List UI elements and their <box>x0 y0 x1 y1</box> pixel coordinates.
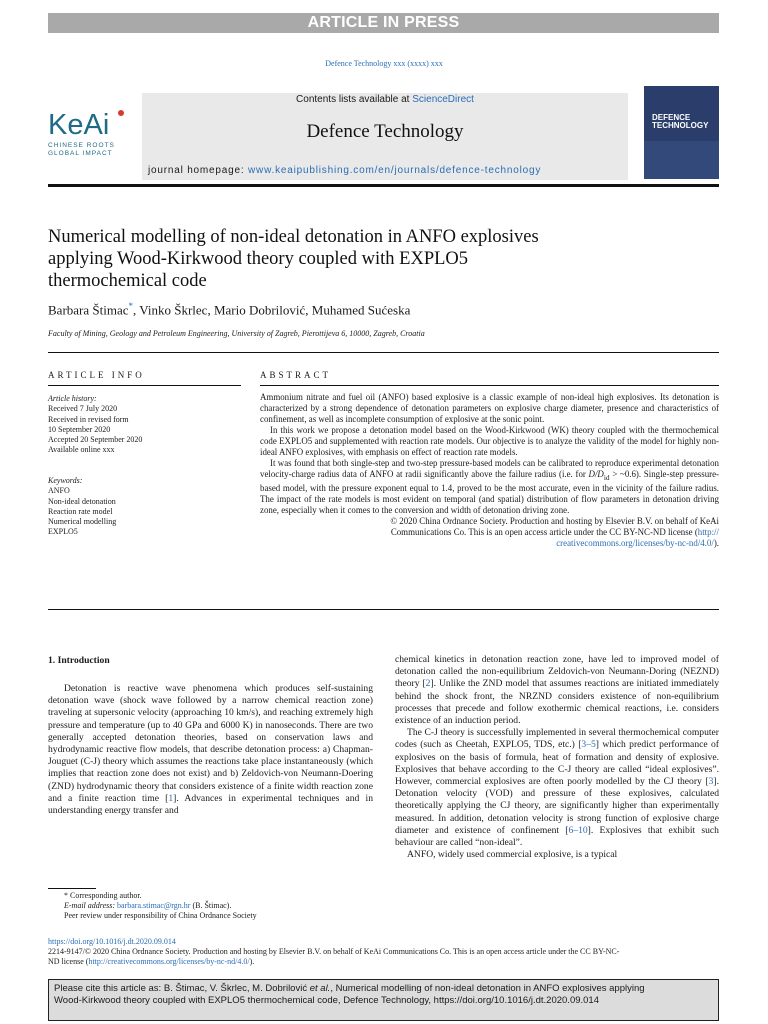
footnote-rule <box>48 888 96 889</box>
email-link[interactable]: barbara.stimac@rgn.hr <box>117 901 191 911</box>
body-paragraph: The C-J theory is successfully implemented in several thermochemical computer codes (such as Cheetah, EXPLO5, TDS, etc.) [3–5] which predict performance of explosives on the basis of formula, heat of formation and density of explosive. Explosives that behave according to the C-J theory are called “ideal explosives”. However, commercial explosives are often poorly modelled by the CJ theory [3]. Detonation velocity (VOD) and pressure of these explosives, calculated theoretically applying the CJ theory, are significantly higher than experimentally measured. In addition, detonation velocity is strong function of explosive charge diameter and existence of confinement [6–10]. Explosives that exhibit such behaviour are called “non-ideal”. <box>395 727 719 849</box>
keyword: EXPLO5 <box>48 527 78 537</box>
author-list <box>48 301 719 318</box>
peer-review-note: Peer review under responsibility of China Ordnance Society <box>64 911 257 921</box>
abstract-paragraph: In this work we propose a detonation model based on the Wood-Kirkwood (WK) theory coupled with the thermochemical code EXPLO5 and supplemented with reaction rate models. Our objective is to analyze the validity of the model for highly non-ideal ANFO explosives, with emphasis on effect of reaction rate models. <box>260 424 719 457</box>
keyword: Reaction rate model <box>48 506 113 516</box>
contents-lists-line: Contents lists available at ScienceDirect <box>296 94 474 105</box>
license-link[interactable]: http://creativecommons.org/licenses/by-nc-nd/4.0/ <box>88 957 250 967</box>
abstract-rule <box>260 385 719 386</box>
keywords-label: Keywords: <box>48 476 83 485</box>
reference-link[interactable]: 1 <box>168 792 174 804</box>
logo-accent-dot <box>118 110 124 116</box>
article-history <box>48 394 241 456</box>
history-item: Available online xxx <box>48 445 115 455</box>
journal-homepage-link[interactable]: www.keaipublishing.com/en/journals/defence-technology <box>248 165 542 176</box>
abstract-heading: ABSTRACT <box>260 370 332 380</box>
section-rule <box>48 352 719 353</box>
abstract-copyright: © 2020 China Ordnance Society. Production and hosting by Elsevier B.V. on behalf of KeAi Communications Co. This is an open access article under the CC BY-NC-ND license (http:// creativecommons.org/licenses/by-nc-nd/4.0/). <box>390 516 719 549</box>
citation-box <box>48 979 719 1021</box>
sciencedirect-link[interactable]: ScienceDirect <box>412 94 474 105</box>
keai-tagline: CHINESE ROOTS GLOBAL IMPACT <box>48 142 115 157</box>
article-info-heading: ARTICLE INFO <box>48 370 145 380</box>
keyword: Numerical modelling <box>48 517 117 527</box>
header-rule <box>48 184 719 187</box>
abstract-paragraph: Ammonium nitrate and fuel oil (ANFO) based explosive is a classic example of non-ideal high explosives. Its detonation is characterized by a strong dependence of detonation parameters on explosive charge diameter, presence and characteristics of confinement, as well as incomplete consumption of explosive at the sonic point. <box>260 392 719 424</box>
abstract-bottom-rule <box>48 609 719 610</box>
corresponding-author-note: * Corresponding author. <box>64 891 142 900</box>
journal-title: Defence Technology <box>306 121 464 142</box>
doi-link[interactable]: https://doi.org/10.1016/j.dt.2020.09.014 <box>48 937 176 946</box>
article-title: Numerical modelling of non-ideal detonation in ANFO explosives applying Wood-Kirkwood theory coupled with EXPLO5 thermochemical code <box>48 227 539 291</box>
affiliation: Faculty of Mining, Geology and Petroleum Engineering, University of Zagreb, Pierottijeva 6, 10000, Zagreb, Croatia <box>48 329 425 338</box>
keyword: ANFO <box>48 486 70 496</box>
author-name: Barbara Štimac <box>48 302 129 318</box>
keai-wordmark: KeAi <box>48 110 130 140</box>
body-paragraph: ANFO, widely used commercial explosive, is a typical <box>407 849 618 861</box>
history-item: Received in revised form <box>48 414 129 424</box>
history-item: Accepted 20 September 2020 <box>48 435 143 445</box>
reference-link[interactable]: 2 <box>425 678 431 690</box>
article-info-rule <box>48 385 241 386</box>
history-item: 10 September 2020 <box>48 424 111 434</box>
cover-decoration <box>644 141 719 179</box>
issn-license-note: 2214-9147/© 2020 China Ordnance Society. Production and hosting by Elsevier B.V. on behalf of KeAi Communications Co. This is an open access article under the CC BY-NC- ND license (http://creativecommons.org/licenses/by-nc-nd/4.0/). <box>48 947 620 967</box>
article-in-press-banner: ARTICLE IN PRESS <box>48 13 719 33</box>
reference-link[interactable]: 3–5 <box>581 739 596 751</box>
keyword: Non-ideal detonation <box>48 496 116 506</box>
license-link[interactable]: creativecommons.org/licenses/by-nc-nd/4.0/ <box>556 538 714 549</box>
cover-title: DEFENCE TECHNOLOGY <box>652 113 709 130</box>
keywords <box>48 476 241 538</box>
keai-logo <box>48 110 130 158</box>
abstract-body <box>260 392 719 549</box>
history-label: Article history: <box>48 394 97 403</box>
footnotes <box>48 891 373 922</box>
history-item: Received 7 July 2020 <box>48 404 118 414</box>
reference-link[interactable]: 6–10 <box>568 824 588 836</box>
journal-cover-image <box>644 86 719 179</box>
email-note: E-mail address: barbara.stimac@rgn.hr (B. Štimac). <box>64 901 232 911</box>
license-link[interactable]: http:// <box>697 527 719 538</box>
corresponding-author-mark[interactable]: * <box>128 301 133 311</box>
journal-homepage-line: journal homepage: www.keaipublishing.com/en/journals/defence-technology <box>148 165 542 176</box>
section-heading-introduction: 1. Introduction <box>48 655 110 666</box>
body-column-left <box>48 683 373 817</box>
abstract-paragraph: It was found that both single-step and two-step pressure-based models can be calibrated to reproduce experimental detonation velocity-charge radius data of ANFO at radii significantly above the failure radius (i.e. for $D/D_{id}$ > ~0.6). Single-step pressure-based model, with the pressure exponent equal to 1.4, proved to be the most accurate, even in the vicinity of the failure radius. The impact of the rate models is most evident on temporal (and spatial) distribution of flow parameters in detonation driving zone, especially when it comes to the conversion and width of detonation driving zone. <box>260 457 719 516</box>
body-paragraph: chemical kinetics in detonation reaction zone, have led to improved model of detonation called the non-equilibrium Zeldovich-von Neumann-Doring (NEZND) theory [2]. Unlike the ZND model that assumes reactions are initiated immediately behind the shock front, the NRZND considers existence of non-equilibrium processes that precede and follow exothermic chemical reactions, i.e. considers existence of an induction period. <box>395 654 719 727</box>
citation-text: Please cite this article as: B. Štimac, V. Škrlec, M. Dobrilović et al., Numerical modelling of non-ideal detonation in ANFO explosives applying Wood-Kirkwood theory coupled with EXPLO5 thermochemical code, Defence Technology, https://doi.org/10.1016/j.dt.2020.09.014 <box>54 983 645 1007</box>
body-column-right <box>395 654 719 861</box>
journal-citation-line[interactable]: Defence Technology xxx (xxxx) xxx <box>325 59 443 68</box>
body-paragraph: Detonation is reactive wave phenomena which produces self-sustaining detonation wave (shock wave followed by a narrow chemical reaction zone) traveling at supersonic velocity (approaching 10 km/s), and reaching extremely high pressure and temperature (up to 40 GPa and 6000 K) in nanoseconds. There are two generally accepted detonation theories, based on conservation laws and hydrodynamic reactive flow models, that describe detonation process: a) Chapman-Jouguet (C-J) theory which assumes the reactions take place instantaneously (which implies that reaction zone does not exist) and b) Zeldovich-von Neumann-Doering (ZND) hydrodynamic theory that considers existence of a finite width reaction zone and a finite reaction time [1]. Advances in experimental techniques and in understanding energy transfer and <box>48 683 373 817</box>
author-names: , Vinko Škrlec, Mario Dobrilović, Muhamed Sućeska <box>133 302 411 318</box>
reference-link[interactable]: 3 <box>708 776 714 788</box>
